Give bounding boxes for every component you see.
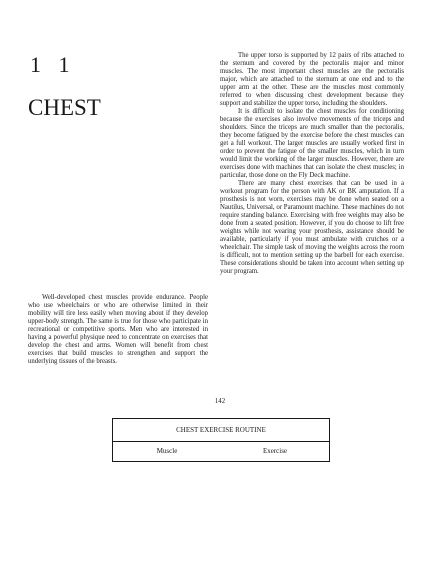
chapter-title: CHEST bbox=[28, 95, 101, 120]
paragraph-amputee-exercises: There are many chest exercises that can be used in a workout program for the person with AK or BK amputation. If a prosthesis is not worn, exercises may be done when seated on a Nautilus, Universal, or Paramount machine. These machines do not require standing balance. Exercising with free weights may also be done from a seated position. However, if you do choose to lift free weights while not wearing your prosthesis, assistance should be available, particularly if you must ambulate with crutches or a wheelchair. The simple task of moving the weights across the room is difficult, not to mention setting up the barbell for each exercise. These considerations should be taken into account when setting up your program. bbox=[220, 180, 404, 275]
paragraph-endurance: Well-developed chest muscles provide endurance. People who use wheelchairs or who are otherwise limited in their mobility will tire less easily when moving about if they develop upper-body strength. The same is true for those who participate in recreational or competitive sports. Men who are interested in having a powerful physique need to concentrate on exercises that develop the chest and arms. Women will benefit from chest exercises that build muscles to strengthen and support the underlying tissues of the breasts. bbox=[28, 294, 208, 365]
routine-table-header-row bbox=[113, 442, 329, 461]
page-number: 142 bbox=[214, 398, 226, 405]
right-text-column bbox=[220, 52, 404, 276]
paragraph-isolation-difficulty: It is difficult to isolate the chest muscles for conditioning because the exercises also involve movements of the triceps and shoulders. Since the triceps are much smaller than the pectoralis, they become fatigued by the exercise before the chest muscles can get a full workout. The larger muscles are usually worked first in order to prevent the fatigue of the smaller muscles, which in turn would limit the working of the larger muscles. However, there are exercises done with machines that can isolate the chest muscles; in particular, those done on the Fly Deck machine. bbox=[220, 108, 404, 179]
column-header-exercise: Exercise bbox=[262, 447, 288, 455]
column-header-muscle: Muscle bbox=[156, 447, 178, 455]
paragraph-rib-anatomy: The upper torso is supported by 12 pairs of ribs attached to the sternum and covered by the pectoralis major and minor muscles. The most important chest muscles are the pectoralis major, which are attached to the sternum at one end and to the upper arm at the other. These are the muscles most commonly referred to when discussing chest development because they support and stabilize the upper torso, including the shoulders. bbox=[220, 52, 404, 107]
chapter-number: 1 1 bbox=[30, 52, 76, 77]
left-text-column bbox=[28, 294, 208, 366]
routine-table-title: CHEST EXERCISE ROUTINE bbox=[113, 419, 329, 442]
chest-exercise-routine-table bbox=[112, 418, 330, 462]
